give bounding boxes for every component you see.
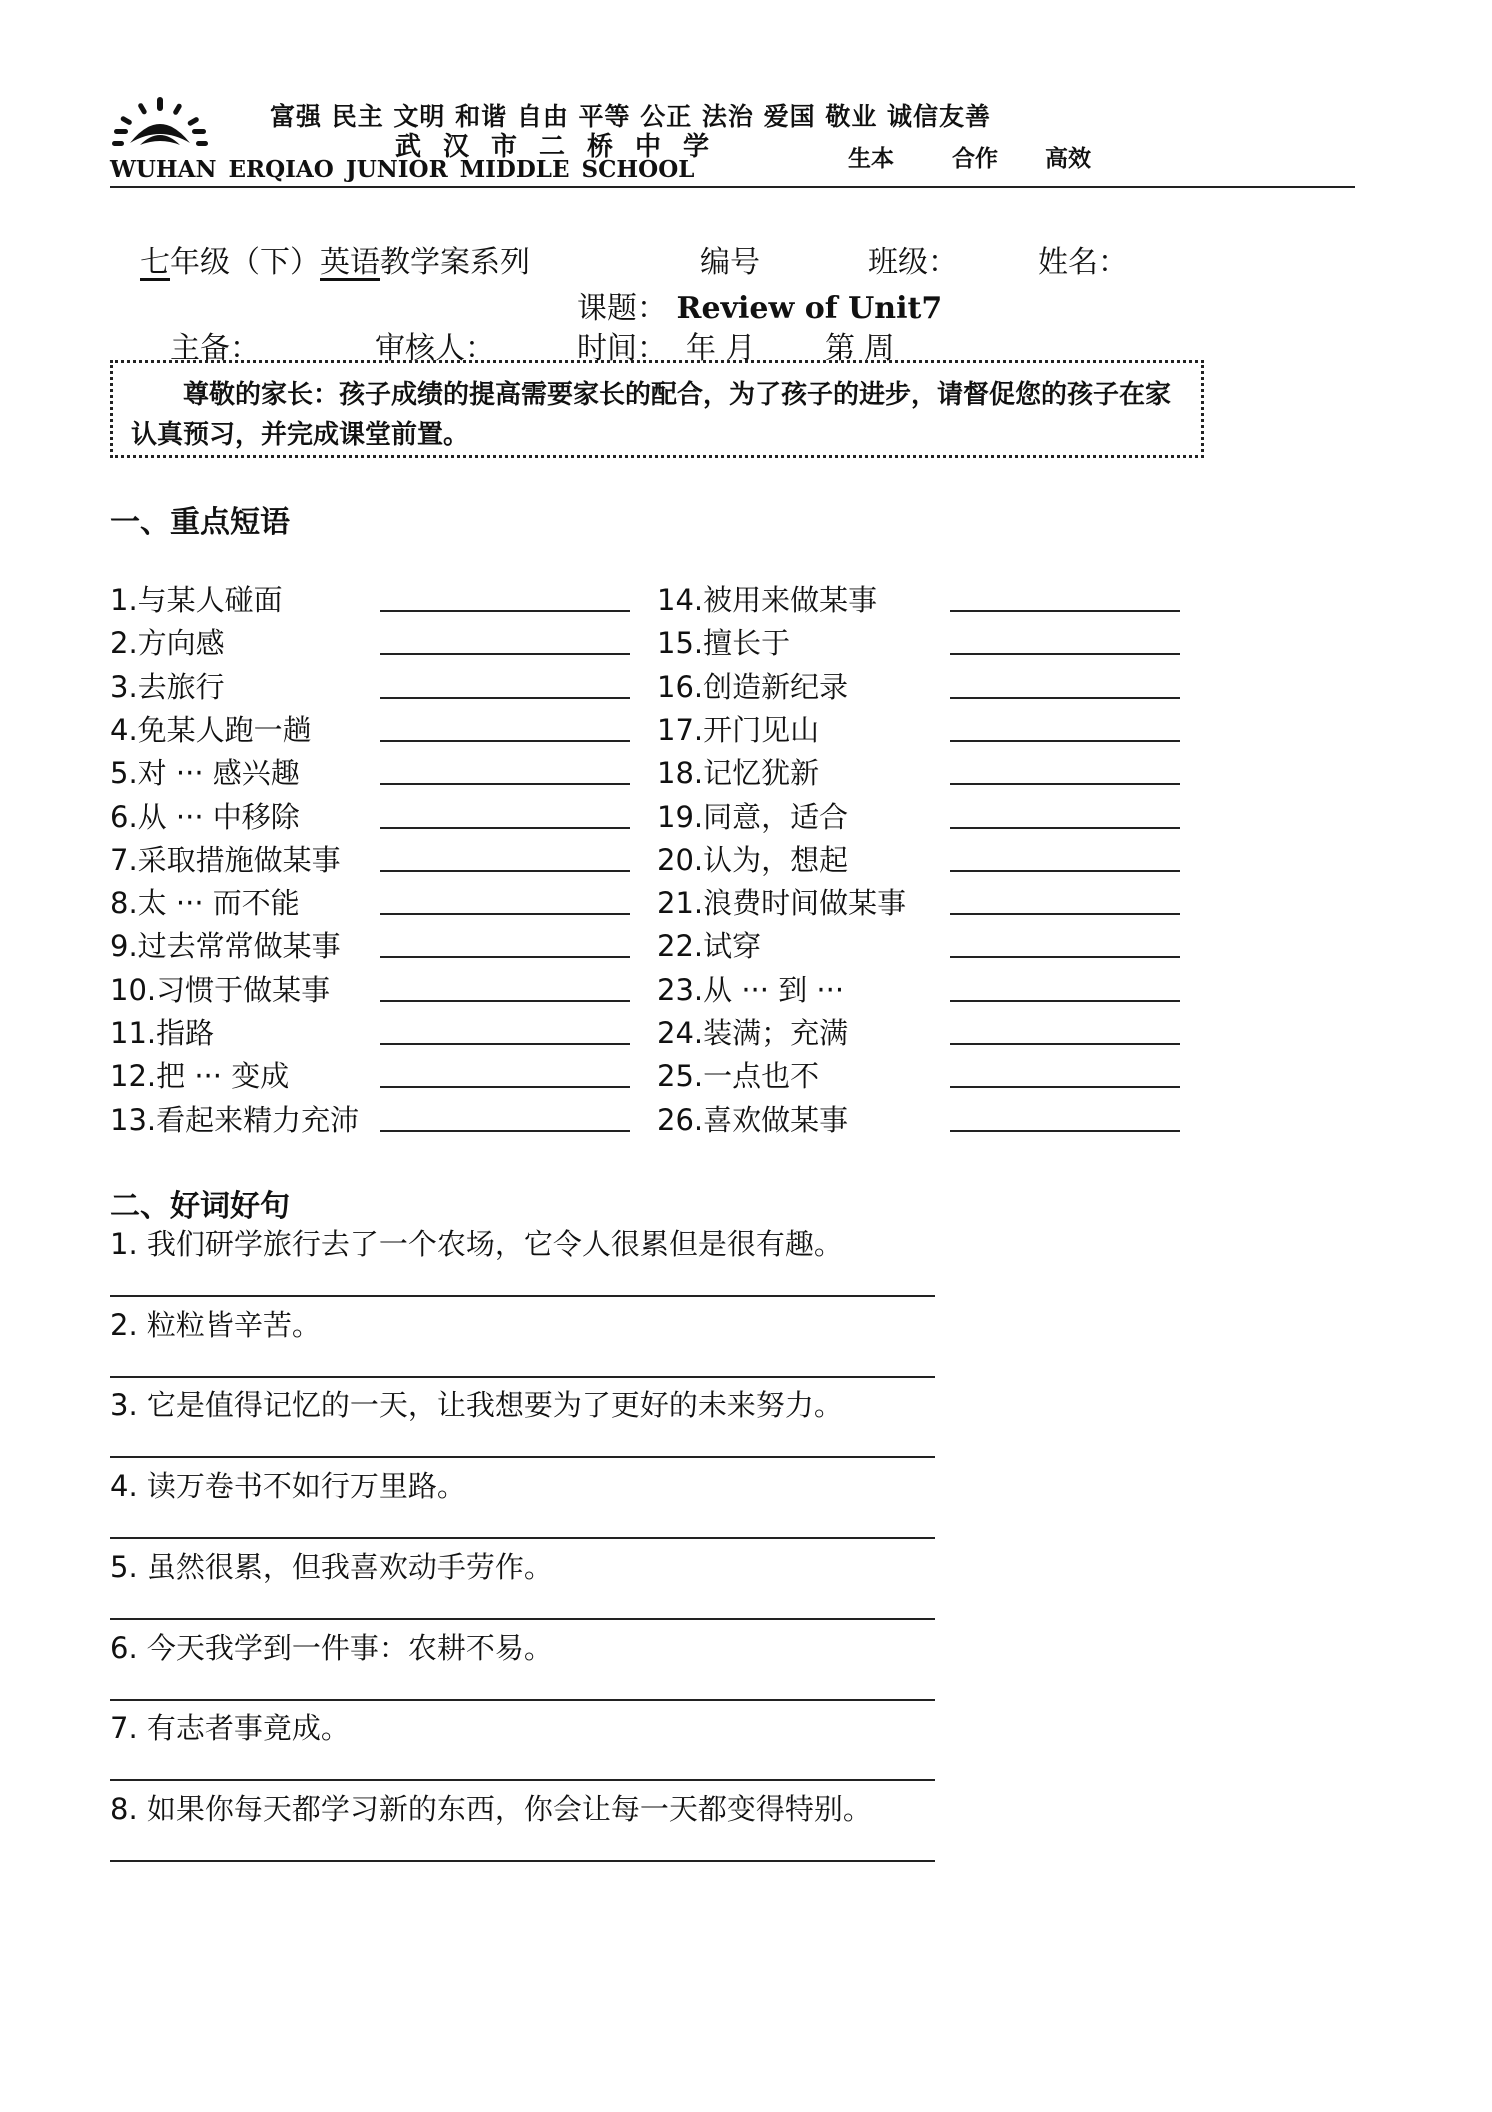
- phrase-item: 3.去旅行: [110, 669, 225, 704]
- phrase-item: 16.创造新纪录: [657, 669, 849, 704]
- phrase-answer-blank[interactable]: [380, 1000, 630, 1002]
- phrase-item: 23.从 ··· 到 ···: [657, 972, 845, 1007]
- year-month-label: 年 月: [686, 331, 756, 366]
- phrase-answer-blank[interactable]: [950, 783, 1180, 785]
- phrase-item: 22.试穿: [657, 929, 762, 964]
- translation-answer-line[interactable]: [110, 1779, 935, 1781]
- translation-answer-line[interactable]: [110, 1860, 935, 1862]
- sentence-item: 5. 虽然很累，但我喜欢动手劳作。: [110, 1549, 553, 1584]
- phrase-item: 1.与某人碰面: [110, 583, 283, 617]
- topic-label: 课题：: [577, 291, 667, 326]
- motto-item: 高效: [1045, 146, 1091, 172]
- phrase-answer-blank[interactable]: [950, 956, 1180, 958]
- phrase-item: 17.开门见山: [657, 712, 820, 747]
- phrase-item: 4.免某人跑一趟: [110, 712, 312, 747]
- number-label: 编号: [700, 245, 760, 280]
- phrase-item: 10.习惯于做某事: [110, 972, 331, 1007]
- phrase-answer-blank[interactable]: [380, 740, 630, 742]
- motto-item: 合作: [952, 146, 998, 172]
- motto-item: 生本: [848, 146, 894, 172]
- phrase-answer-blank[interactable]: [950, 913, 1180, 915]
- phrase-answer-blank[interactable]: [380, 913, 630, 915]
- grade-label: [140, 237, 530, 281]
- school-name-cn: 武汉市二桥中学: [395, 132, 732, 162]
- phrase-answer-blank[interactable]: [380, 783, 630, 785]
- sentence-item: 4. 读万卷书不如行万里路。: [110, 1469, 466, 1504]
- class-label: 班级：: [868, 245, 958, 280]
- phrase-answer-blank[interactable]: [380, 1043, 630, 1045]
- translation-answer-line[interactable]: [110, 1456, 935, 1458]
- phrase-answer-blank[interactable]: [380, 827, 630, 829]
- series-label: 教学案系列: [380, 245, 530, 280]
- phrase-answer-blank[interactable]: [950, 740, 1180, 742]
- phrase-item: 15.擅长于: [657, 626, 791, 661]
- sentence-item: 6. 今天我学到一件事：农耕不易。: [110, 1630, 553, 1665]
- header-divider: [110, 186, 1355, 188]
- parent-notice-box: [110, 360, 1204, 458]
- phrase-answer-blank[interactable]: [950, 1086, 1180, 1088]
- phrase-item: 26.喜欢做某事: [657, 1102, 849, 1137]
- phrase-item: 9.过去常常做某事: [110, 929, 341, 964]
- translation-answer-line[interactable]: [110, 1618, 935, 1620]
- reviewer-label: 审核人：: [375, 331, 495, 366]
- phrase-item: 11.指路: [110, 1016, 215, 1050]
- phrase-item: 6.从 ··· 中移除: [110, 799, 300, 834]
- phrase-answer-blank[interactable]: [950, 610, 1180, 612]
- phrase-answer-blank[interactable]: [380, 610, 630, 612]
- phrase-item: 21.浪费时间做某事: [657, 886, 907, 921]
- school-name-en: WUHAN ERQIAO JUNIOR MIDDLE SCHOOL: [110, 156, 695, 183]
- phrase-item: 20.认为，想起: [657, 842, 849, 877]
- phrase-item: 24.装满；充满: [657, 1016, 849, 1050]
- sentence-item: 8. 如果你每天都学习新的东西，你会让每一天都变得特别。: [110, 1791, 872, 1826]
- subject-value: 英语: [320, 245, 380, 280]
- section-key-phrases-title: 一、重点短语: [110, 505, 290, 540]
- translation-answer-line[interactable]: [110, 1295, 935, 1297]
- phrase-item: 7.采取措施做某事: [110, 842, 341, 877]
- phrase-answer-blank[interactable]: [380, 1086, 630, 1088]
- phrase-item: 5.对 ··· 感兴趣: [110, 756, 300, 791]
- phrase-item: 18.记忆犹新: [657, 756, 820, 791]
- phrase-answer-blank[interactable]: [950, 1043, 1180, 1045]
- phrase-answer-blank[interactable]: [950, 697, 1180, 699]
- section-good-sentences-title: 二、好词好句: [110, 1189, 290, 1224]
- parent-notice-text: 尊敬的家长：孩子成绩的提高需要家长的配合，为了孩子的进步，请督促您的孩子在家认真预习，并完成课堂前置。: [131, 380, 1172, 450]
- time-label: 时间：: [577, 331, 667, 366]
- phrase-item: 2.方向感: [110, 626, 225, 661]
- phrase-answer-blank[interactable]: [950, 870, 1180, 872]
- phrase-answer-blank[interactable]: [950, 827, 1180, 829]
- phrase-answer-blank[interactable]: [380, 697, 630, 699]
- sentence-item: 2. 粒粒皆辛苦。: [110, 1307, 321, 1342]
- topic-row: [577, 283, 942, 327]
- week-label: 第 周: [825, 331, 895, 366]
- grade-value: 七: [140, 245, 170, 280]
- grade-suffix: 年级（下）: [170, 245, 320, 280]
- translation-answer-line[interactable]: [110, 1699, 935, 1701]
- phrase-item: 12.把 ··· 变成: [110, 1059, 290, 1094]
- phrase-answer-blank[interactable]: [380, 1130, 630, 1132]
- translation-answer-line[interactable]: [110, 1537, 935, 1539]
- phrase-item: 8.太 ··· 而不能: [110, 886, 300, 921]
- school-logo-icon: [110, 95, 210, 155]
- phrase-answer-blank[interactable]: [950, 653, 1180, 655]
- phrase-answer-blank[interactable]: [950, 1000, 1180, 1002]
- sentence-item: 3. 它是值得记忆的一天，让我想要为了更好的未来努力。: [110, 1388, 843, 1423]
- core-values: 富强 民主 文明 和谐 自由 平等 公正 法治 爱国 敬业 诚信友善: [270, 102, 992, 131]
- phrase-item: 13.看起来精力充沛: [110, 1102, 360, 1137]
- phrase-answer-blank[interactable]: [380, 956, 630, 958]
- phrase-item: 25.一点也不: [657, 1059, 820, 1094]
- preparer-label: 主备：: [170, 331, 260, 366]
- phrase-answer-blank[interactable]: [950, 1130, 1180, 1132]
- topic-title: Review of Unit7: [676, 291, 943, 326]
- name-label: 姓名：: [1038, 245, 1128, 280]
- sentence-item: 7. 有志者事竟成。: [110, 1711, 350, 1746]
- phrase-item: 19.同意，适合: [657, 799, 849, 834]
- phrase-answer-blank[interactable]: [380, 653, 630, 655]
- sentence-item: 1. 我们研学旅行去了一个农场，它令人很累但是很有趣。: [110, 1227, 843, 1261]
- phrase-answer-blank[interactable]: [380, 870, 630, 872]
- phrase-item: 14.被用来做某事: [657, 583, 878, 617]
- translation-answer-line[interactable]: [110, 1376, 935, 1378]
